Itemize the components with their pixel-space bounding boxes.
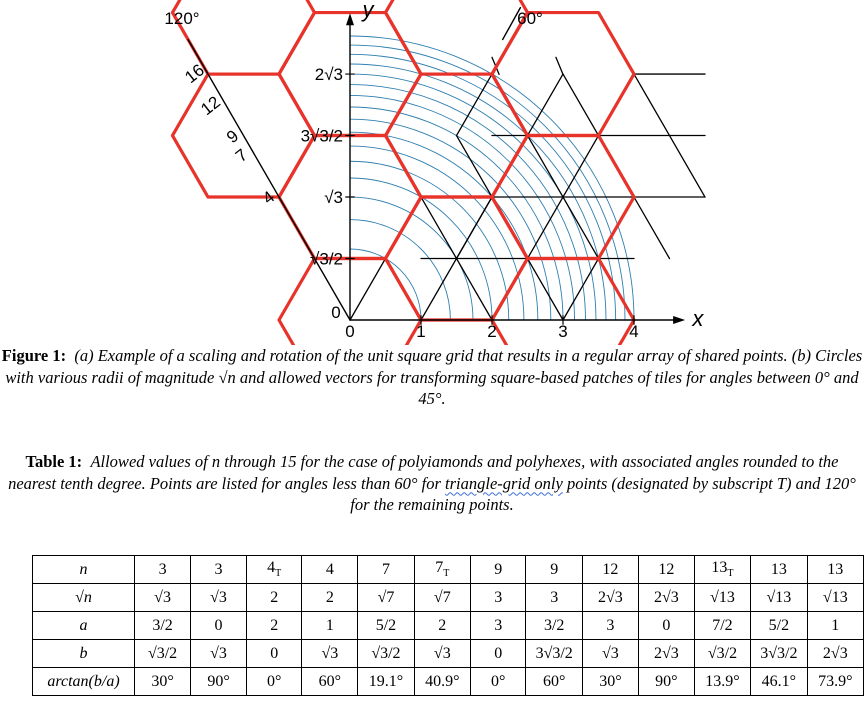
table-cell: 9 (526, 556, 582, 584)
table-cell: $7_T$ (414, 556, 470, 584)
table-cell: √13 (694, 584, 750, 612)
y-origin-label: 0 (331, 303, 341, 322)
row-n (33, 556, 864, 584)
triangle-grid-subscript: T (275, 568, 282, 580)
row-header: n (33, 556, 135, 584)
diagonal-tick-label-3: 12 (197, 92, 224, 119)
table-cell: 3√3/2 (526, 640, 582, 668)
table-cell: 2 (302, 584, 358, 612)
table-cell: $4_T$ (246, 556, 302, 584)
x-tick-label-2: 2 (487, 322, 497, 341)
diagonal-tick-label-1: 7 (232, 145, 252, 167)
row-a (33, 612, 864, 640)
table-cell: 12 (582, 556, 638, 584)
table-cell: 13 (751, 556, 807, 584)
table-cell: √3 (582, 640, 638, 668)
hexagon-outlines (173, 0, 635, 345)
table-cell: √3 (414, 640, 470, 668)
figure-1 (0, 0, 864, 345)
spellcheck-underlined-phrase: triangle-grid only (445, 473, 563, 493)
table-cell: 3√3/2 (751, 640, 807, 668)
table-cell: √3 (191, 584, 247, 612)
x-axis-arrow-icon (673, 316, 685, 324)
table-cell: 4 (302, 556, 358, 584)
y-tick-label-3: 2√3 (314, 65, 343, 85)
table-cell: 9 (470, 556, 526, 584)
table-cell: √3 (302, 640, 358, 668)
diagonal-tick-label-0: 4 (259, 187, 279, 209)
table-cell: 40.9° (414, 668, 470, 696)
table-cell: 0 (246, 640, 302, 668)
table-cell: 2 (414, 612, 470, 640)
y-axis-label: y (362, 0, 374, 23)
table-cell: 60° (302, 668, 358, 696)
table-cell: 7 (358, 556, 414, 584)
table-cell: √13 (807, 584, 863, 612)
figure-caption-label: Figure 1: (1, 346, 67, 365)
allowed-values-table (32, 555, 864, 696)
table-caption-text (8, 452, 856, 514)
table-cell: √7 (414, 584, 470, 612)
table-cell: 1 (807, 612, 863, 640)
x-tick-label-1: 1 (416, 322, 426, 341)
table-cell: 7/2 (694, 612, 750, 640)
table-caption-text-before: Allowed values of n through 15 for the case of polyiamonds and polyhexes, with associated angles rounded to the nearest tenth degree. Points are listed for angles less than 60° for (8, 452, 839, 493)
angle-120-label: 120° (164, 9, 200, 28)
row-b (33, 640, 864, 668)
table-cell: 0 (191, 612, 247, 640)
table-cell: 3 (470, 584, 526, 612)
table-cell: 73.9° (807, 668, 863, 696)
table-cell: 3/2 (135, 612, 191, 640)
table-cell: 13 (807, 556, 863, 584)
table-cell: 0° (246, 668, 302, 696)
table-cell: 2√3 (638, 584, 694, 612)
diagonal-tick-label-2: 9 (223, 126, 243, 148)
table-caption-text-after: points (designated by subscript T) and 120° for the remaining points. (350, 473, 856, 514)
table-cell: 0° (470, 668, 526, 696)
table-cell: 30° (582, 668, 638, 696)
table-cell: √3/2 (135, 640, 191, 668)
table-cell: √3 (135, 584, 191, 612)
row-header: a (33, 612, 135, 640)
x-axis-label: x (692, 306, 704, 331)
row-header: b (33, 640, 135, 668)
grid-diagonal-rising (350, 259, 386, 320)
table-caption-label: Table 1: (25, 452, 83, 471)
table-cell: 1 (302, 612, 358, 640)
table-cell: 90° (638, 668, 694, 696)
hexagon (386, 0, 528, 74)
table-cell: 2 (246, 584, 302, 612)
table-cell: 0 (470, 640, 526, 668)
table-cell: 30° (135, 668, 191, 696)
table-cell: √3 (191, 640, 247, 668)
table-cell: 2 (246, 612, 302, 640)
x-tick-label-3: 3 (558, 322, 568, 341)
y-tick-label-0: √3/2 (310, 249, 343, 269)
table-cell: √3/2 (694, 640, 750, 668)
triangle-grid-subscript: T (727, 568, 734, 580)
table-cell: 3 (135, 556, 191, 584)
x-tick-label-4: 4 (629, 322, 639, 341)
table-cell: 3 (470, 612, 526, 640)
table-cell: 5/2 (751, 612, 807, 640)
table-cell: 2√3 (807, 640, 863, 668)
table-cell: √7 (358, 584, 414, 612)
table-cell: 3 (191, 556, 247, 584)
table-cell: 2√3 (582, 584, 638, 612)
triangle-grid-subscript: T (443, 568, 450, 580)
table-cell: 2√3 (638, 640, 694, 668)
table-cell: 13.9° (694, 668, 750, 696)
table-cell: √3/2 (358, 640, 414, 668)
table-cell: 12 (638, 556, 694, 584)
figure-caption (0, 345, 864, 410)
table-caption (0, 451, 864, 516)
table-cell: 3 (526, 584, 582, 612)
table-cell: 46.1° (751, 668, 807, 696)
table-cell: 3 (582, 612, 638, 640)
y-tick-label-1: √3 (324, 188, 343, 208)
row-header: √n (33, 584, 135, 612)
table-cell: 0 (638, 612, 694, 640)
table-cell: 60° (526, 668, 582, 696)
y-axis-arrow-icon (346, 13, 354, 25)
angle-60-label: 60° (517, 9, 543, 28)
table-cell: 3/2 (526, 612, 582, 640)
diagonal-tick-label-4: 16 (181, 60, 208, 87)
table-cell: 90° (191, 668, 247, 696)
table-cell: $13_T$ (694, 556, 750, 584)
grid-diagonal-rising (457, 74, 493, 135)
row-sqrt-n (33, 584, 864, 612)
grid-stub (556, 57, 563, 74)
row-arctan (33, 668, 864, 696)
row-header: arctan(b/a) (33, 668, 135, 696)
table-cell: √13 (751, 584, 807, 612)
y-tick-label-2: 3√3/2 (300, 126, 343, 146)
figure-caption-text: (a) Example of a scaling and rotation of the unit square grid that results in a regular array of shared points. (b) Circles with various radii of magnitude √n and allowed vectors for transforming square-based patches of tiles for angles between 0° and 45°. (5, 346, 863, 408)
table-cell: 19.1° (358, 668, 414, 696)
x-tick-label-0: 0 (345, 322, 355, 341)
table-cell: 5/2 (358, 612, 414, 640)
